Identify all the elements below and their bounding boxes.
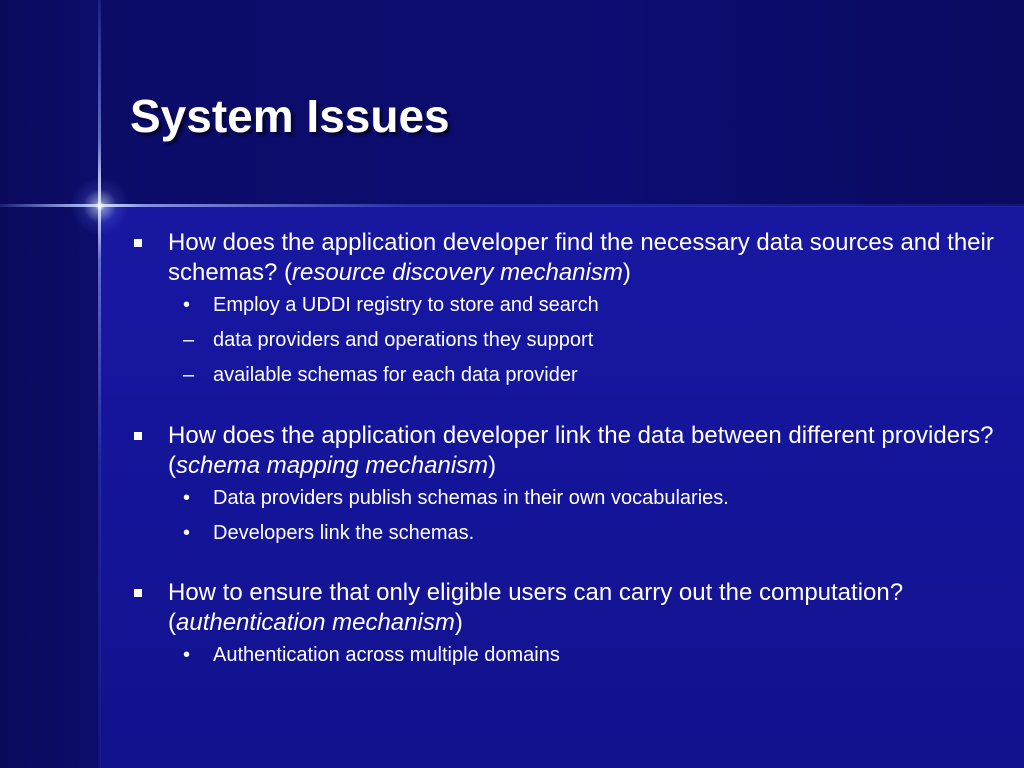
square-bullet-icon — [134, 239, 142, 247]
dot-bullet-icon: • — [183, 644, 191, 666]
sub-bullet-text: Developers link the schemas. — [213, 522, 475, 544]
spacer — [130, 393, 1000, 421]
horizontal-rule — [0, 204, 1024, 207]
bullet-text-end: ) — [488, 452, 497, 479]
left-band — [0, 0, 100, 768]
bullet-item — [130, 578, 1000, 638]
sub-bullet-text: Data providers publish schemas in their own vocabularies. — [213, 487, 729, 509]
bullet-item — [130, 421, 1000, 481]
bullet-text-end: ) — [454, 609, 463, 636]
sub-bullet-text: Authentication across multiple domains — [213, 644, 560, 666]
bullet-item — [130, 228, 1000, 288]
sub-bullet-text: data providers and operations they support — [213, 329, 594, 351]
dot-bullet-icon: • — [183, 294, 191, 316]
spacer — [130, 551, 1000, 578]
bullet-group-3 — [130, 578, 1000, 673]
square-bullet-icon — [134, 589, 142, 597]
sub-bullet-item — [130, 358, 1000, 393]
dash-bullet-icon: – — [183, 364, 195, 386]
sub-bullet-item — [130, 288, 1000, 323]
bullet-text: How to ensure that only eligible users can carry out the computation? ( — [168, 579, 904, 636]
slide-title: System Issues — [130, 90, 450, 142]
sub-bullet-text: Employ a UDDI registry to store and search — [213, 294, 599, 316]
sub-bullet-item — [130, 481, 1000, 516]
dash-bullet-icon: – — [183, 329, 195, 351]
bullet-text: How does the application developer find the necessary data sources and their schemas? ( — [168, 229, 994, 286]
bullet-italic-text: authentication mechanism — [176, 609, 455, 636]
sub-bullet-item — [130, 323, 1000, 358]
vertical-rule — [98, 0, 101, 768]
dot-bullet-icon: • — [183, 522, 191, 544]
slide-content — [130, 228, 1000, 673]
sparkle-glow — [70, 176, 130, 236]
sub-bullet-text: available schemas for each data provider — [213, 364, 578, 386]
sub-bullet-item — [130, 638, 1000, 673]
bullet-italic-text: resource discovery mechanism — [292, 259, 623, 286]
dot-bullet-icon: • — [183, 487, 191, 509]
bullet-text-end: ) — [622, 259, 631, 286]
sub-bullet-item — [130, 516, 1000, 551]
bullet-italic-text: schema mapping mechanism — [176, 452, 489, 479]
bullet-group-1 — [130, 228, 1000, 393]
bullet-group-2 — [130, 421, 1000, 551]
bullet-text: How does the application developer link the data between different providers? ( — [168, 422, 994, 479]
square-bullet-icon — [134, 432, 142, 440]
